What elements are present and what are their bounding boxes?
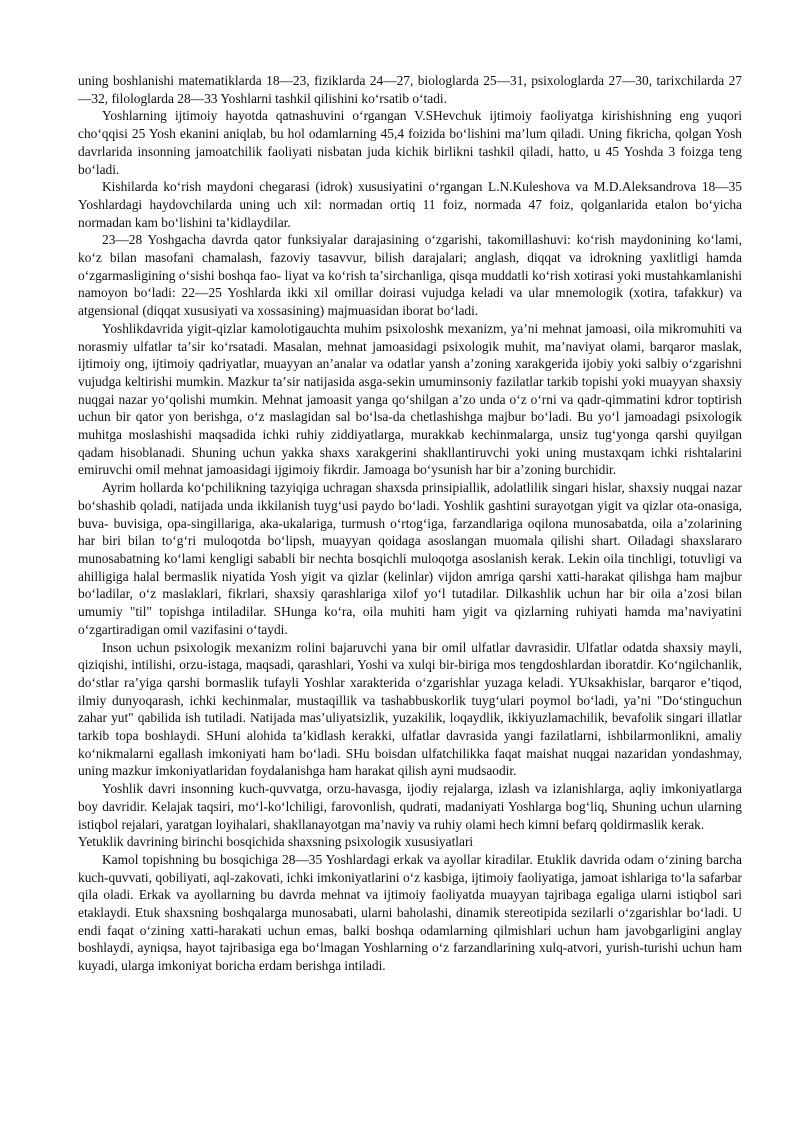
paragraph-youth-social-activity: Yoshlarning ijtimoiy hayotda qatnashuvini oʻrgangan V.SHevchuk ijtimoiy faoliyatga kirishishning eng yuqori choʻqqisi 25 Yosh ekanini aniqlab, bu hol odamlarning 45,4 foizida boʻlishini maʼlum qiladi. Uning fikricha, qolgan Yosh davrlarida insonning jamoatchilik faoliyati nisbatan juda kichik birlikni tashkil qiladi, hatto, u 45 Yoshda 3 foizga teng boʻladi. — [78, 108, 742, 177]
paragraph-psychological-mechanisms: Yoshlikdavrida yigit-qizlar kamolotigauchta muhim psixoloshk mexanizm, yaʼni mehnat jamoasi, oila mikromuhiti va norasmiy ulfatlar taʼsir koʻrsatadi. Masalan, mehnat jamoasidagi psixologik muhit, maʼnaviyat olami, barqaror maslak, ijtimoiy ong, ijtimoiy qadriyatlar, muayyan anʼanalar va odatlar yansh aʼzoning xarakgerida ijobiy yoki salbiy oʻzgarishni vujudga keltirishi mumkin. Mazkur taʼsir natijasida asga-sekin umuminsoniy fazilatlar tarkib topishi yoki muayyan shaxsiy nuqgai nazar yoʻqolishi mumkin. Mehnat jamoasit yanga qoʻshilgan aʼzo unda oʻz oʻrni va qadr-qimmatini kdror toptirish uchun bir qator yon berishga, oʻz maslagidan sal boʻlsa-da chetlashishga majbur boʻladi. Bu yoʻl jamoadagi psixologik muhitga moslashishi maqsadida ichki ruhiy ziddiyatlarga, murakkab kechinmalarga, unsiz tugʻyonga qarshi quyilgan qadam hisoblanadi. Shuning uchun yakka shaxs xarakgerini shakllantiruvchi yoki uning mustaxqam ichki rishtalarini emiruvchi omil mehnat jamoasidagi ijgimoiy fikrdir. Jamoaga boʻysunish har bir aʼzoning burchidir. — [78, 320, 742, 478]
paragraph-visual-field: Kishilarda koʻrish maydoni chegarasi (idrok) xususiyatini oʻrgangan L.N.Kuleshova va M.D.Aleksandrova 18—35 Yoshlardagi haydovchilarda uning uch xil: normadan ortiq 11 foiz, normada 47 foiz, qolganlarida etalon boʻyicha normadan kam boʻlishini taʼkidlaydilar. — [78, 179, 742, 230]
paragraph-peer-groups: Inson uchun psixologik mexanizm rolini bajaruvchi yana bir omil ulfatlar davrasidir. Ulfatlar odatda shaxsiy mayli, qiziqishi, intilishi, orzu-istaga, maqsadi, qarashlari, Yoshi va xulqi bir-biriga mos tengdoshlardan iboratdir. Koʻngilchanlik, doʻstlar raʼyiga qarshi bormaslik tufayli Yoshlar xarakterida oʻzgarishlar yuzaga keladi. YUksakhislar, barqaror eʼtiqod, ilmiy dunyoqarash, ichki kechinmalar, mustaqillik va tashabbuskorlik tuygʻulari poymol boʻladi, yaʼni "Doʻstinguchun zahar yut" qabilida ish tutiladi. Natijada masʼuliyatsizlik, yuzakilik, loqaydlik, ikkiyuzlamachilik, bevafolik singari illatlar tarkib topa boshlaydi. SHuni alohida taʼkidlash kerakki, ulfatlar davrasida yangi fazilatlarni, ishbilarmonlikni, amaliy koʻnikmalarni egallash imkoniyati ham boʻladi. SHu boisdan ulfatchilikka faqat maishat nuqgai nazaridan yondashmay, uning mazkur imkoniyatlaridan foydalanishga ham harakat qilish ayni mudsaodir. — [78, 639, 742, 779]
section-heading: Yetuklik davrining birinchi bosqichida shaxsning psixologik xususiyatlari — [78, 834, 474, 850]
paragraph-continuation: uning boshlanishi matematiklarda 18—23, fiziklarda 24—27, biologlarda 25—31, psixologlarda 27—30, tarixchilarda 27—32, filologlarda 28—33 Yoshlarni tashkil qilishini koʻrsatib oʻtadi. — [78, 73, 742, 106]
paragraph-family-environment: Ayrim hollarda koʻpchilikning tazyiqiga uchragan shaxsda prinsipiallik, adolatlilik singari hislar, shaxsiy nuqgai nazar boʻshashib qoladi, natijada unda ikkilanish tuygʻusi paydo boʻladi. Yoshlik gashtini surayotgan yigit va qizlar ota-onasiga, buva- buvisiga, opa-singillariga, aka-ukalariga, turmush oʻrtogʻiga, farzandlariga oqilona munosabatda, oila aʼzolarining har biri bilan toʻgʻri muloqotda boʻlipsh, muayyan qoidaga asoslangan muomala qilishi shart. Oiladagi shaxslararo munosabatning koʻlami kengligi sababli bir nechta bosqichli muloqotga asoslanish kerak. Lekin oila tinchligi, totuvligi va ahilligiga halal bermaslik niyatida Yosh yigit va qizlar (kelinlar) vijdon amriga qarshi xatti-harakat qilishga ham majbur boʻladilar, oʻz maslaklari, fikrlari, shaxsiy qarashlariga xilof yoʻl tutadilar. Dilkashlik uchun har bir oila aʼzosi bilan umumiy "til" topishga intiladilar. SHunga koʻra, oila muhiti ham yigit va qizlarning ruhiyati hamda maʼnaviyatini oʻzgartiradigan omil vazifasini oʻtaydi. — [78, 480, 742, 637]
paragraph-maturity-stage: Kamol topishning bu bosqichiga 28—35 Yoshlardagi erkak va ayollar kiradilar. Etuklik davrida odam oʻzining barcha kuch-quvvati, qobiliyati, aql-zakovati, ichki imkoniyatlarini oʻz kasbiga, ijtimoiy faoliyatiga, jamoat ishlariga toʻla safarbar qila oladi. Erkak va ayollarning bu davrda mehnat va ijtimoiy faoliyatda muayyan tajribaga egaliga ularni istiqbol sari etaklaydi. Etuk shaxsning boshqalarga munosabati, ularni baholashi, dinamik stereotipida sezilarli oʻzgarishlar boʻladi. U endi faqat oʻzining xatti-harakati uchun emas, balki boshqa odamlarning qilmishlari uchun ham javobgarligini anglay boshlaydi, ayniqsa, hayot tajribasiga ega boʻlmagan Yoshlarning oʻz farzandlarining xulq-atvori, yurish-turishi uchun ham kuyadi, ularga imkoniyat boricha erdam berishga intiladi. — [78, 851, 742, 974]
paragraph-youth-period: Yoshlik davri insonning kuch-quvvatga, orzu-havasga, ijodiy rejalarga, izlash va izlanishlarga, aqliy imkoniyatlarga boy davridir. Kelajak taqsiri, moʻl-koʻlchiligi, farovonlish, qudrati, madaniyati Yoshlarga bogʻliq, Shuning uchun ularning istiqbol rejalari, yaratgan loyihalari, shakllanayotgan maʼnaviy va ruhiy olami hech kimni befarq qoldirmaslik kerak. — [78, 781, 742, 832]
paragraph-functions-development: 23—28 Yoshgacha davrda qator funksiyalar darajasining oʻzgarishi, takomillashuvi: koʻrish maydonining koʻlami, koʻz bilan masofani chamalash, fazoviy tasavvur, bilish darajalari; anglash, diqqat va idrokning yaxlitligi hamda oʻzgarmasligining oʻsishi boshqa fao- liyat va koʻrish taʼsirchanliga, qisqa muddatli koʻrish xotirasi yoki mustahkamlanishi namoyon boʻladi: 22—25 Yoshlarda ikki xil omillar doirasi vujudga keladi va ular mnemologik (xotira, tafakkur) va atgensional (diqqat xususiyati va xossasining) majmuasidan iborat boʻladi. — [78, 232, 742, 319]
